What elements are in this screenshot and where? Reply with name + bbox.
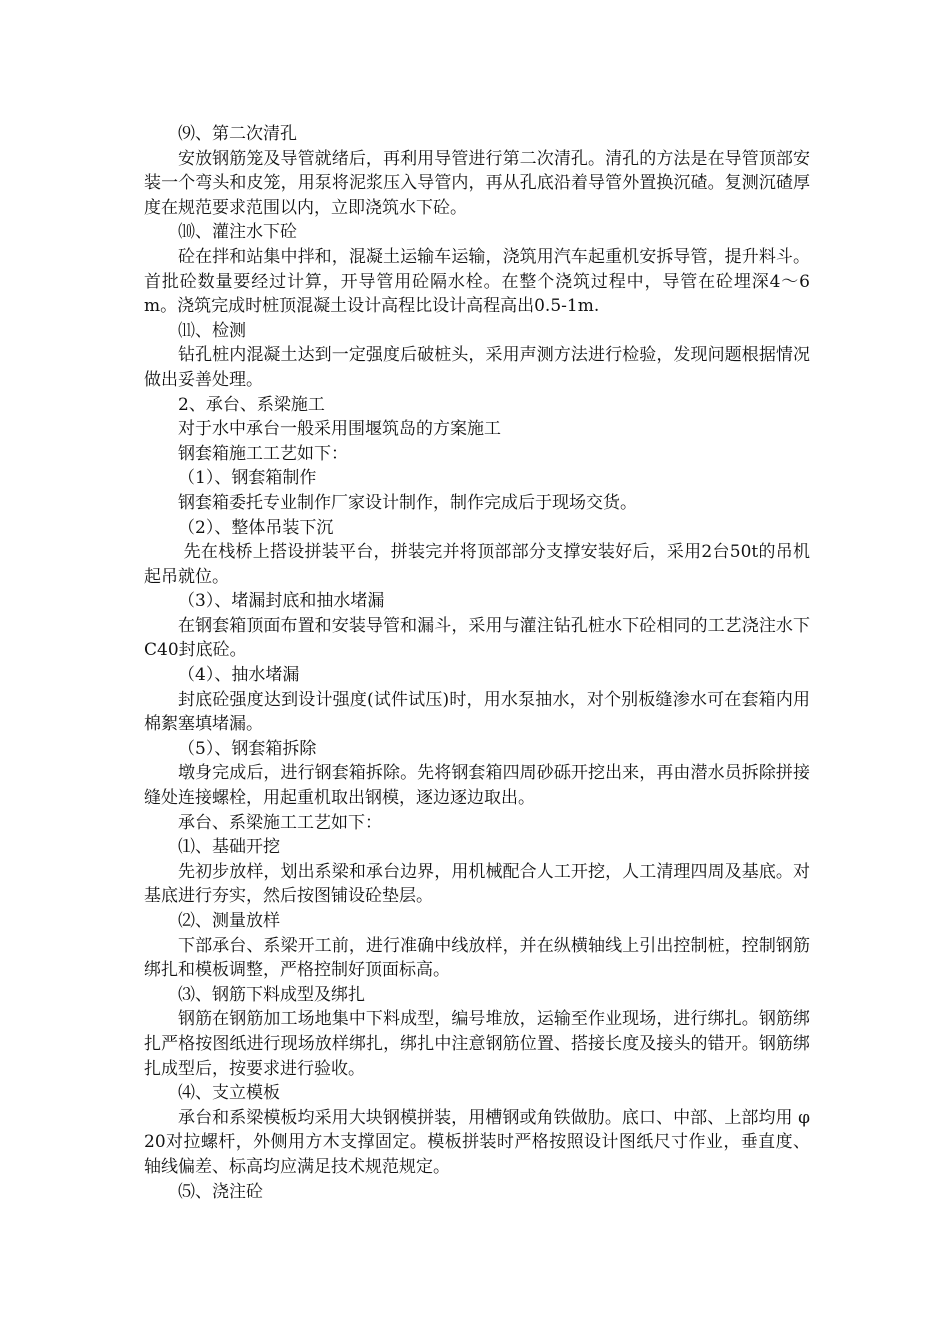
heading-pumping: （4）、抽水堵漏 <box>178 665 300 686</box>
heading-hoisting: （2）、整体吊装下沉 <box>178 517 334 538</box>
paragraph: 下部承台、系梁开工前，进行准确中线放样，并在纵横轴线上引出控制桩，控制钢筋绑扎和模板调整，严格控制好顶面标高。 <box>144 935 810 981</box>
heading-steel-box-fabrication: （1）、钢套箱制作 <box>178 468 317 489</box>
heading-inspection: ⑾、检测 <box>178 320 246 341</box>
paragraph: 先初步放样，划出系梁和承台边界，用机械配合人工开挖，人工清理四周及基底。对基底进行夯实，然后按图铺设砼垫层。 <box>144 861 810 907</box>
paragraph: 封底砼强度达到设计强度(试件试压)时，用水泵抽水，对个别板缝渗水可在套箱内用棉絮塞填堵漏。 <box>144 689 810 735</box>
paragraph: 钻孔桩内混凝土达到一定强度后破桩头，采用声测方法进行检验，发现问题根据情况做出妥善处理。 <box>144 345 810 390</box>
heading-dismantling: （5）、钢套箱拆除 <box>178 738 317 759</box>
paragraph: 砼在拌和站集中拌和，混凝土运输车运输，浇筑用汽车起重机安拆导管，提升料斗。首批砼数量要经过计算，开导管用砼隔水栓。在整个浇筑过程中，导管在砼埋深4～6m。浇筑完成时桩顶混凝土设计高程比设计高程高出0.5-1m. <box>144 246 810 317</box>
paragraph: 承台和系梁模板均采用大块钢模拼装，用槽钢或角铁做肋。底口、中部、上部均用 φ20对拉螺杆，外侧用方木支撑固定。模板拼装时严格按照设计图纸尺寸作业，垂直度、轴线偏差、标高均应满足技术规范规定。 <box>144 1107 810 1177</box>
heading-sealing: （3）、堵漏封底和抽水堵漏 <box>178 591 385 612</box>
paragraph: 在钢套箱顶面布置和安装导管和漏斗，采用与灌注钻孔桩水下砼相同的工艺浇注水下C40封底砼。 <box>144 615 810 661</box>
paragraph: 对于水中承台一般采用围堰筑岛的方案施工 <box>178 419 501 440</box>
paragraph: 安放钢筋笼及导管就绪后，再利用导管进行第二次清孔。清孔的方法是在导管顶部安装一个弯头和皮笼，用泵将泥浆压入导管内，再从孔底沿着导管外置换沉碴。复测沉碴厚度在规范要求范围以内，立即浇筑水下砼。 <box>144 148 810 218</box>
document-body <box>144 122 810 1204</box>
heading-survey: ⑵、测量放样 <box>178 911 280 931</box>
paragraph: 钢套箱委托专业制作厂家设计制作，制作完成后于现场交货。 <box>178 492 637 513</box>
paragraph: 钢套箱施工工艺如下： <box>178 443 348 464</box>
heading-excavation: ⑴、基础开挖 <box>178 837 280 858</box>
section-heading: 2、承台、系梁施工 <box>178 394 325 415</box>
paragraph: 先在栈桥上搭设拼装平台，拼装完并将顶部部分支撑安装好后，采用2台50t的吊机起吊就位。 <box>144 542 811 587</box>
heading-second-hole-cleaning: ⑼、第二次清孔 <box>178 124 297 144</box>
heading-pouring: ⑸、浇注砼 <box>178 1181 263 1202</box>
paragraph: 承台、系梁施工工艺如下： <box>178 812 382 833</box>
heading-rebar: ⑶、钢筋下料成型及绑扎 <box>178 984 365 1005</box>
paragraph: 钢筋在钢筋加工场地集中下料成型，编号堆放，运输至作业现场，进行绑扎。钢筋绑扎严格按图纸进行现场放样绑扎，绑扎中注意钢筋位置、搭接长度及接头的错开。钢筋绑扎成型后，按要求进行验收。 <box>144 1009 810 1079</box>
heading-underwater-concrete: ⑽、灌注水下砼 <box>178 222 297 243</box>
heading-formwork: ⑷、支立模板 <box>178 1083 280 1104</box>
paragraph: 墩身完成后，进行钢套箱拆除。先将钢套箱四周砂砾开挖出来，再由潜水员拆除拼接缝处连接螺栓，用起重机取出钢模，逐边逐边取出。 <box>144 763 810 809</box>
